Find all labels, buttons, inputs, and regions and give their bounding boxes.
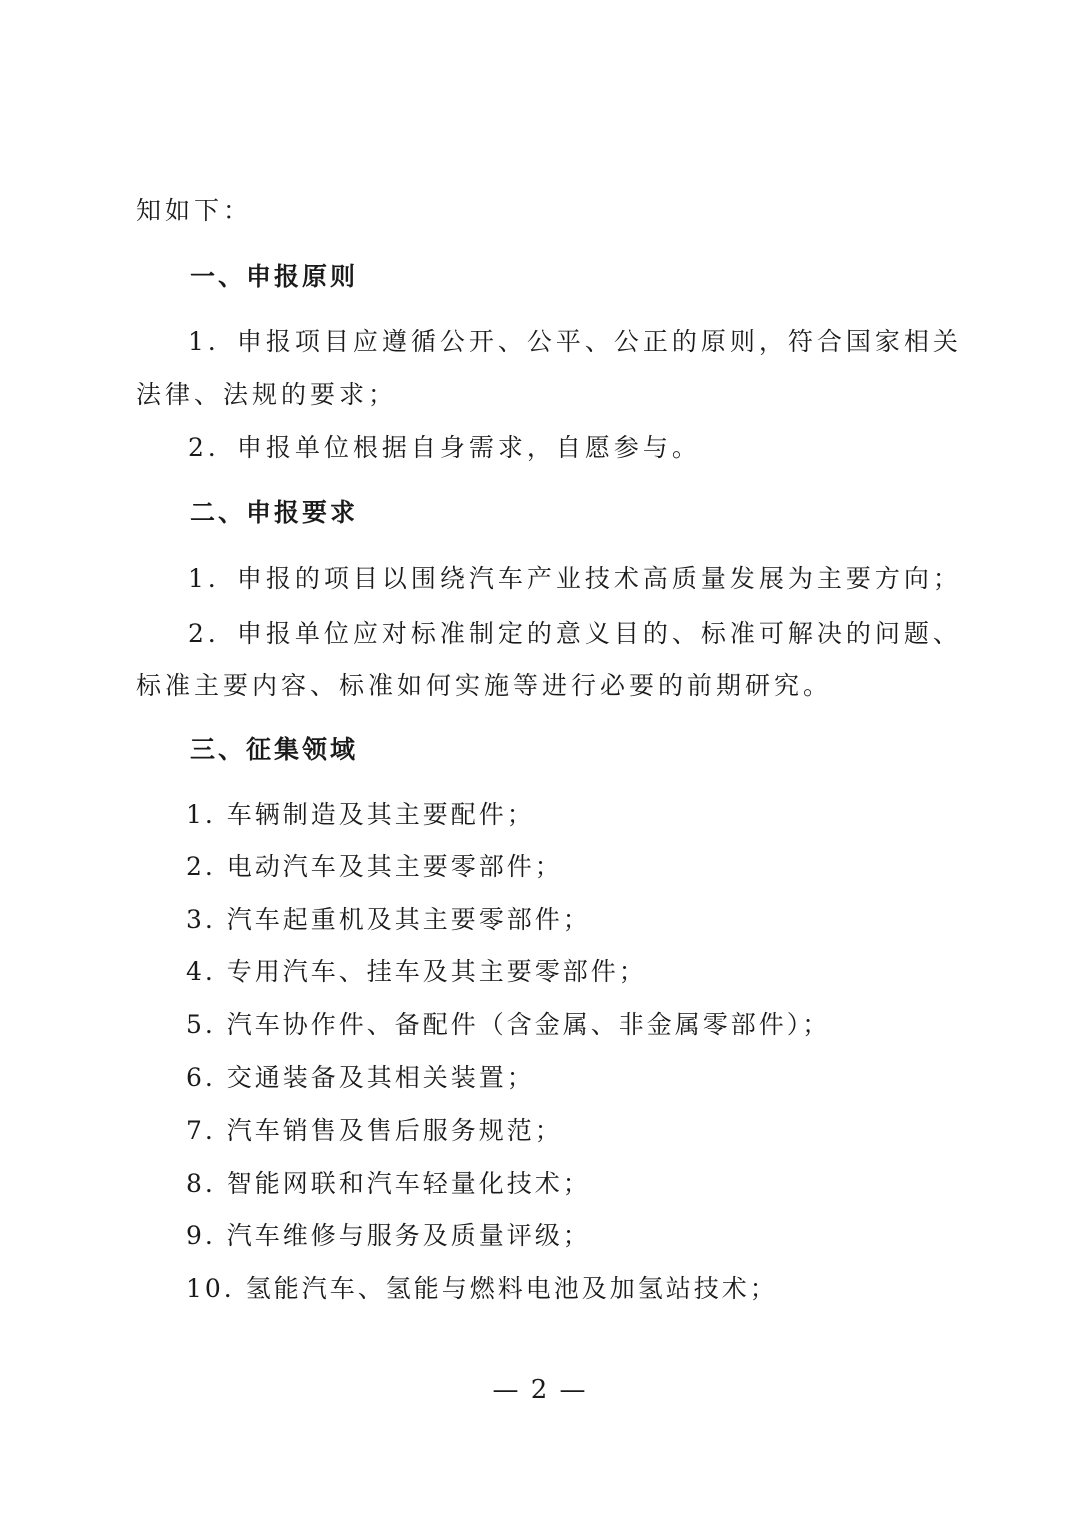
requirement-1-line-1: 1．申报的项目以围绕汽车产业技术高质量发展为主要方向； [188,564,962,593]
field-item: 9. 汽车维修与服务及质量评级； [186,1221,591,1250]
page-number: — 2 — [492,1375,588,1405]
field-item: 5. 汽车协作件、备配件（含金属、非金属零部件）； [186,1010,831,1039]
field-item: 4. 专用汽车、挂车及其主要零部件； [186,957,647,986]
intro-text: 知如下： [136,196,253,225]
field-item: 10. 氢能汽车、氢能与燃料电池及加氢站技术； [186,1274,778,1303]
field-item: 8. 智能网联和汽车轻量化技术； [186,1169,591,1198]
principle-1-line-2: 法律、法规的要求； [136,380,398,409]
field-item: 1. 车辆制造及其主要配件； [186,800,535,829]
section-heading-fields: 三、征集领域 [190,735,359,764]
field-item: 3. 汽车起重机及其主要零部件； [186,905,591,934]
requirement-2-line-1: 2．申报单位应对标准制定的意义目的、标准可解决的问题、 [188,619,962,648]
field-item: 6. 交通装备及其相关装置； [186,1063,535,1092]
principle-1-line-1: 1．申报项目应遵循公开、公平、公正的原则，符合国家相关 [188,327,962,356]
requirement-2-line-2: 标准主要内容、标准如何实施等进行必要的前期研究。 [136,671,833,700]
principle-2-line-1: 2．申报单位根据自身需求，自愿参与。 [188,433,701,462]
section-heading-principles: 一、申报原则 [190,262,359,291]
field-item: 2. 电动汽车及其主要零部件； [186,852,563,881]
field-item: 7. 汽车销售及售后服务规范； [186,1116,563,1145]
section-heading-requirements: 二、申报要求 [190,498,359,527]
